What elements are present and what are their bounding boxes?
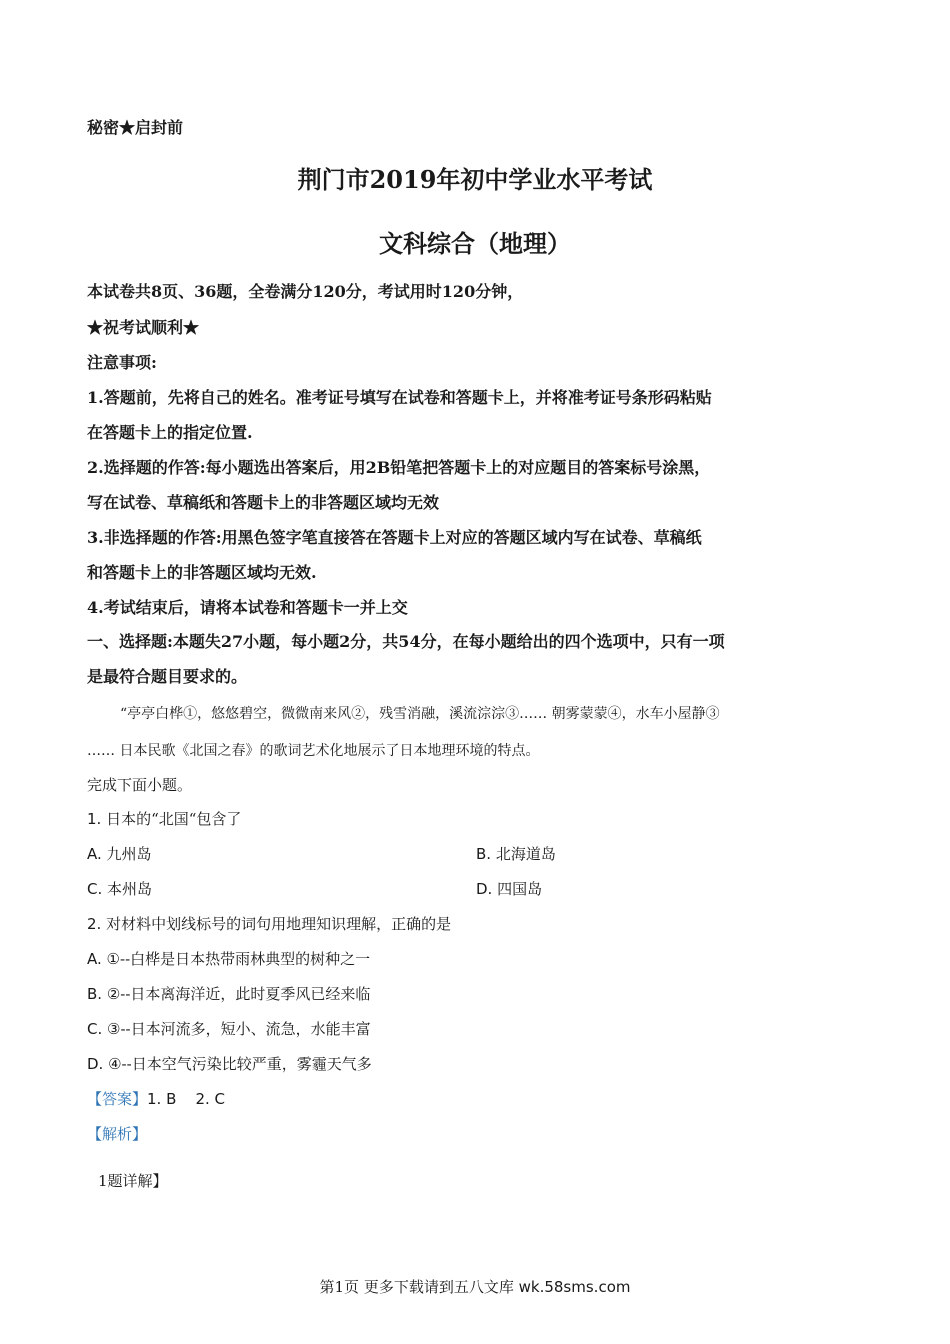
notice-line: 2.选择题的作答:每小题选出答案后，用2B铅笔把答题卡上的对应题目的答案标号涂黑，: [87, 458, 711, 477]
question-text: 对材料中划线标号的词句用地理知识理解，正确的是: [106, 915, 452, 933]
notice-line: 写在试卷、草稿纸和答题卡上的非答题区域均无效: [87, 493, 440, 512]
answer-label: 【答案】: [87, 1090, 148, 1108]
passage-line: …… 日本民歌《北国之春》的歌词艺术化地展示了日本地理环境的特点。: [87, 743, 540, 759]
passage-line: “亭亭白桦①，悠悠碧空，微微南来风②，残雪消融，溪流淙淙③…… 朝雾蒙蒙④，水车小屋静③: [120, 706, 720, 722]
notice-line: 和答题卡上的非答题区域均无效.: [87, 563, 317, 582]
passage-instruction: 完成下面小题。: [87, 776, 193, 794]
section-heading-cont: 是最符合题目要求的。: [87, 667, 248, 686]
q2-option-b: B. ②--日本离海洋近，此时夏季风已经来临: [87, 985, 371, 1003]
footer-page-text: 第1页 更多下载请到五八文库: [319, 1278, 514, 1296]
q1-option-b: B. 北海道岛: [476, 845, 556, 863]
analysis-label: 【解析】: [87, 1125, 148, 1143]
section-heading: 一、选择题:本题失27小题，每小题2分，共54分，在每小题给出的四个选项中，只有一项: [87, 632, 725, 651]
question-number: 2.: [87, 915, 102, 933]
page-footer: [0, 1276, 950, 1297]
question-number: 1.: [87, 810, 102, 828]
notice-heading: 注意事项:: [87, 353, 157, 372]
answer-row: [87, 1088, 225, 1109]
exam-subtitle: 文科综合（地理）: [379, 229, 571, 258]
footer-site-link[interactable]: wk.58sms.com: [518, 1278, 631, 1296]
notice-line: 3.非选择题的作答:用黑色签字笔直接答在答题卡上对应的答题区域内写在试卷、草稿纸: [87, 528, 702, 547]
q2-option-d: D. ④--日本空气污染比较严重，雾霾天气多: [87, 1055, 372, 1073]
q2-option-c: C. ③--日本河流多，短小、流急，水能丰富: [87, 1020, 371, 1038]
analysis-detail: 1题详解】: [98, 1172, 168, 1190]
q2-option-a: A. ①--白桦是日本热带雨林典型的树种之一: [87, 950, 371, 968]
notice-line: 1.答题前，先将自己的姓名。准考证号填写在试卷和答题卡上，并将准考证号条形码粘贴: [87, 388, 712, 407]
q1-option-d: D. 四国岛: [476, 880, 543, 898]
secret-label: 秘密★启封前: [87, 118, 184, 137]
question-text: 日本的“北国“包含了: [106, 810, 242, 828]
notice-line: 4.考试结束后，请将本试卷和答题卡一并上交: [87, 598, 408, 617]
exam-wish: ★祝考试顺利★: [87, 318, 200, 337]
question-1-stem: [87, 808, 241, 829]
notice-line: 在答题卡上的指定位置.: [87, 423, 253, 442]
q1-option-c: C. 本州岛: [87, 880, 153, 898]
exam-title: 荆门市2019年初中学业水平考试: [297, 165, 653, 194]
answer-value: 1. B 2. C: [147, 1090, 226, 1108]
exam-info: 本试卷共8页、36题，全卷满分120分，考试用时120分钟，: [87, 282, 524, 301]
question-2-stem: [87, 913, 451, 934]
q1-option-a: A. 九州岛: [87, 845, 152, 863]
